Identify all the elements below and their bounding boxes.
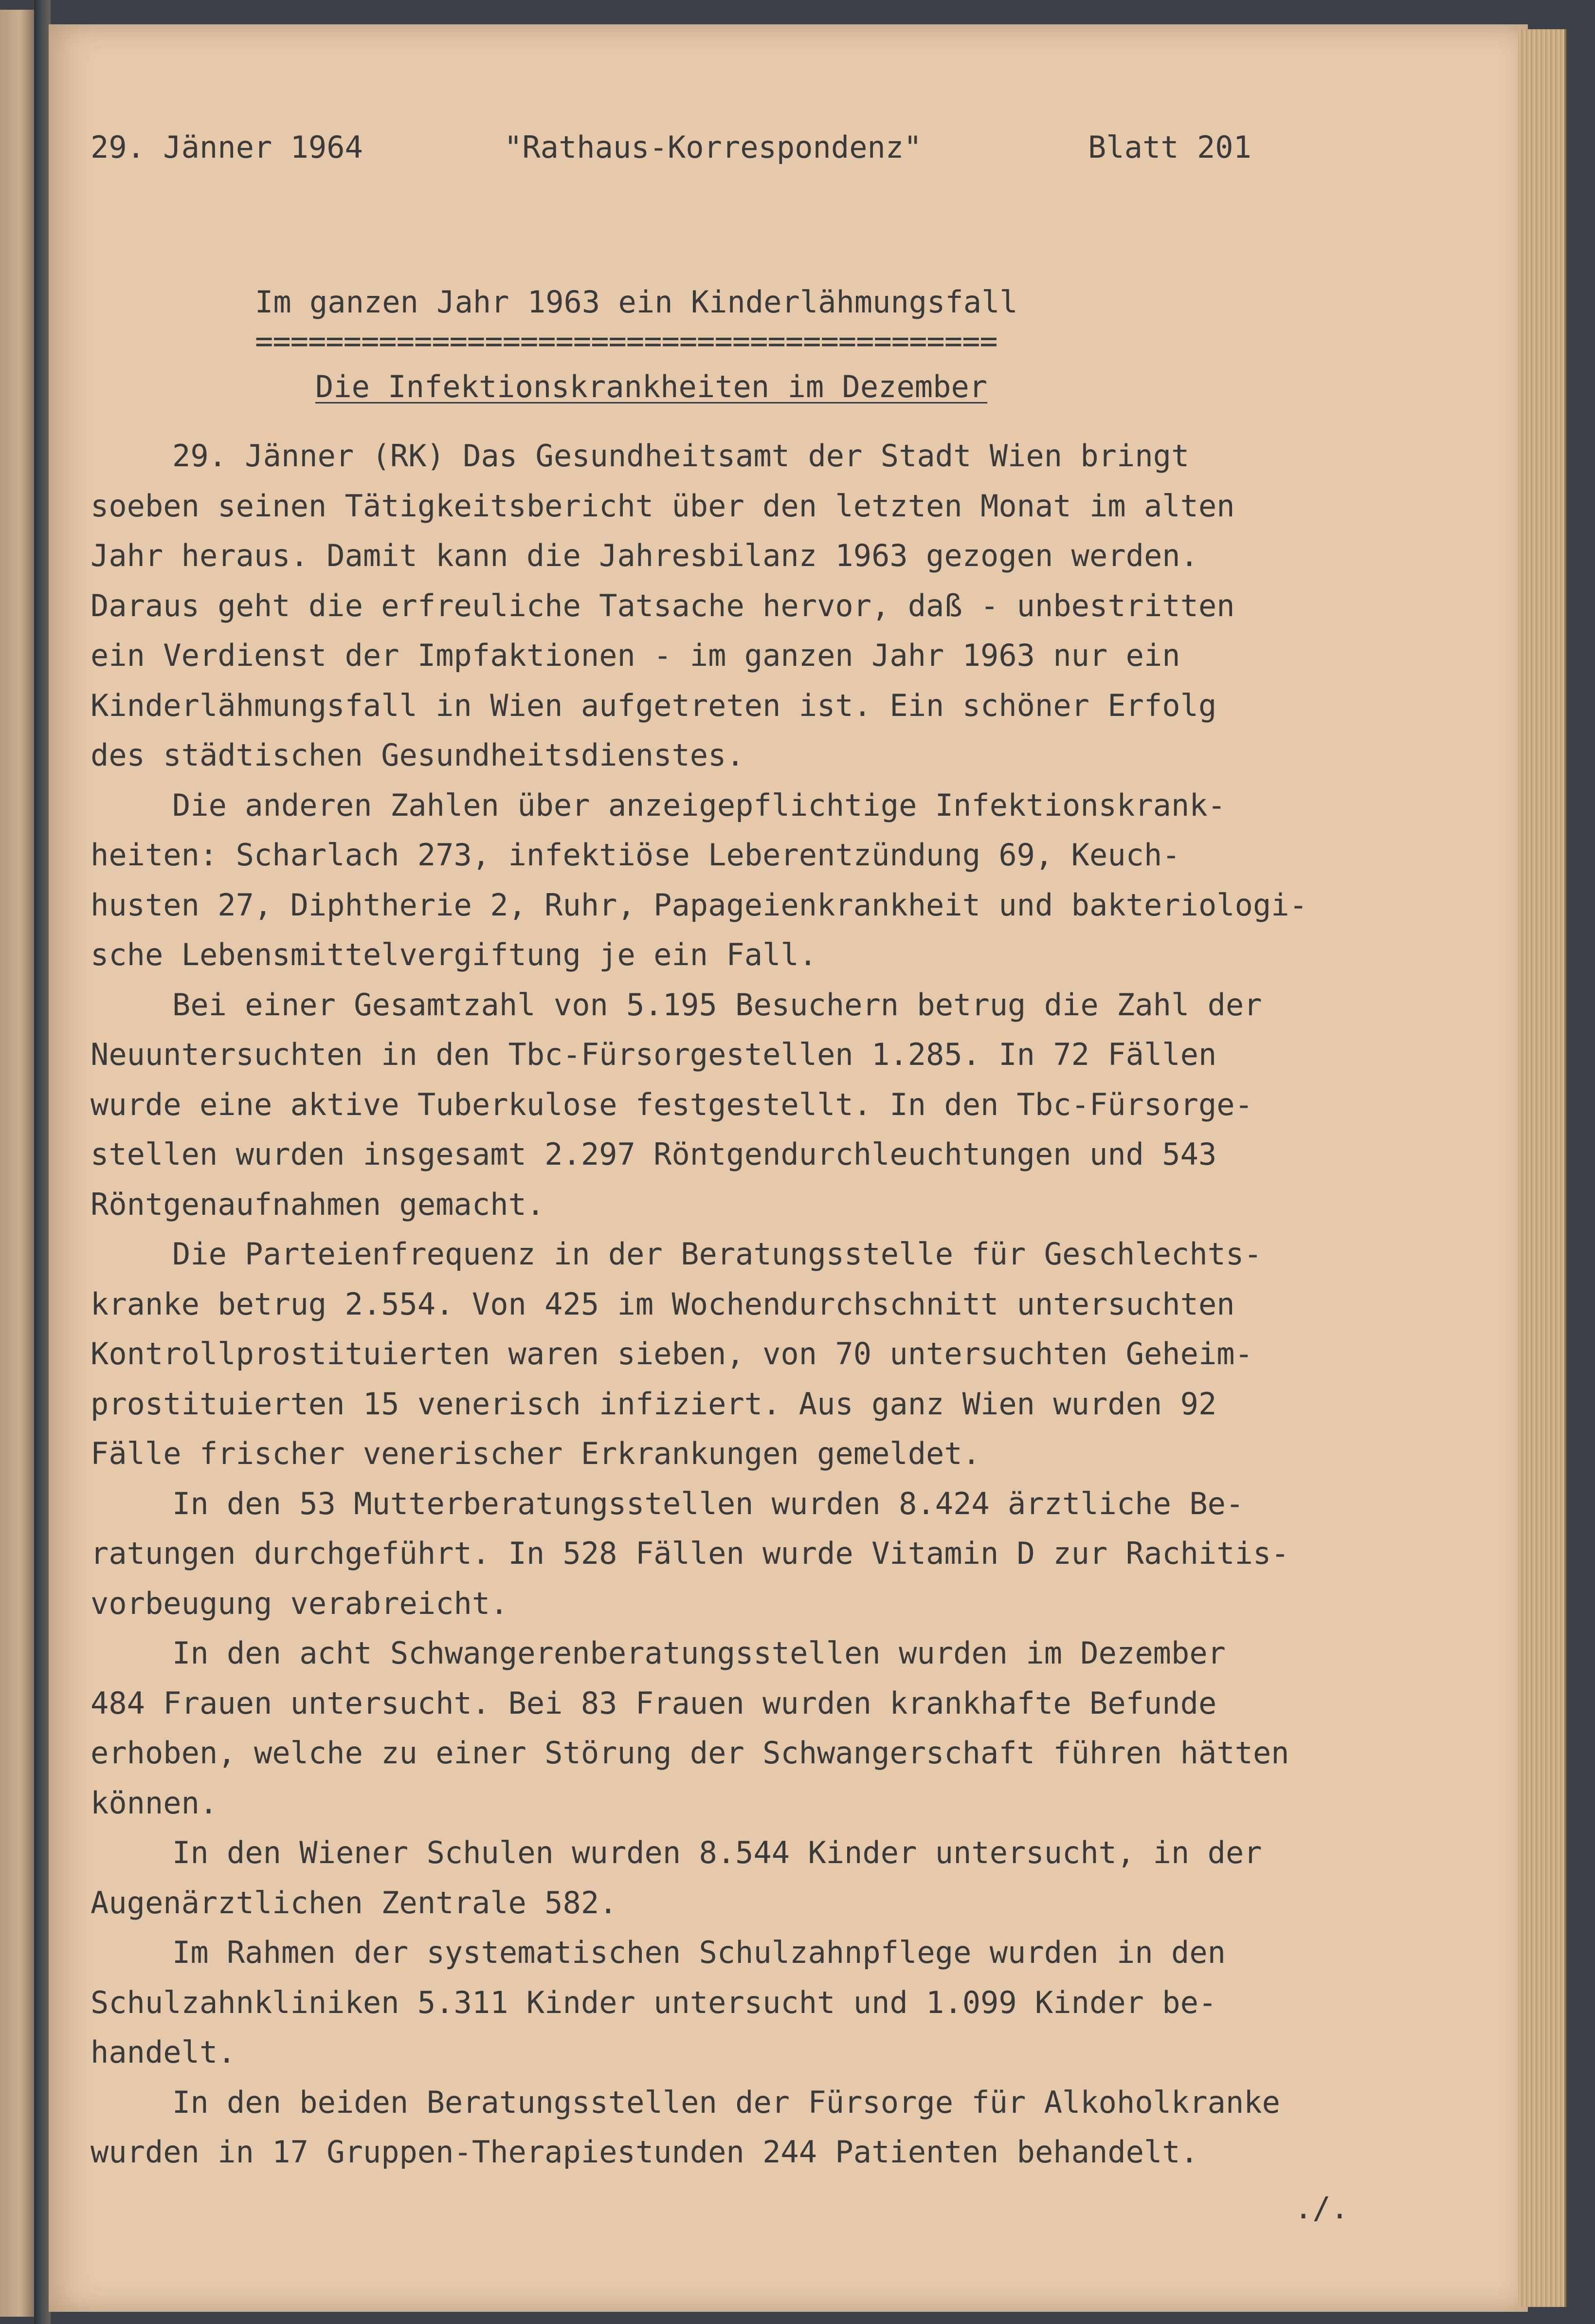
body-line: In den 53 Mutterberatungsstellen wurden 8.424 ärztliche Be-: [172, 1485, 1244, 1521]
body-line: soeben seinen Tätigkeitsbericht über den letzten Monat im alten: [91, 488, 1235, 524]
header-publication: "Rathaus-Korrespondenz": [504, 129, 922, 165]
body-line: Im Rahmen der systematischen Schulzahnpflege wurden in den: [172, 1935, 1226, 1970]
body-line: Bei einer Gesamtzahl von 5.195 Besuchern betrug die Zahl der: [172, 987, 1262, 1023]
body-line: wurde eine aktive Tuberkulose festgestellt. In den Tbc-Fürsorge-: [91, 1086, 1253, 1122]
body-line: Röntgenaufnahmen gemacht.: [91, 1186, 545, 1222]
page-stack-edges: [1518, 29, 1566, 2307]
body-line: Daraus geht die erfreuliche Tatsache hervor, daß - unbestritten: [91, 587, 1235, 623]
body-line: Neuuntersuchten in den Tbc-Fürsorgestellen 1.285. In 72 Fällen: [91, 1037, 1217, 1072]
body-line: prostituierten 15 venerisch infiziert. Aus ganz Wien wurden 92: [91, 1386, 1217, 1422]
body-line: heiten: Scharlach 273, infektiöse Leberentzündung 69, Keuch-: [91, 837, 1180, 873]
body-line: handelt.: [91, 2034, 236, 2070]
body-line: des städtischen Gesundheitsdienstes.: [91, 737, 744, 773]
body-line: husten 27, Diphtherie 2, Ruhr, Papageienkrankheit und bakteriologi-: [91, 887, 1307, 923]
header-sheet-number: Blatt 201: [1088, 129, 1251, 165]
body-line: Die Parteienfrequenz in der Beratungsstelle für Geschlechts-: [172, 1236, 1262, 1272]
article-body: [91, 431, 1404, 2178]
body-line: kranke betrug 2.554. Von 425 im Wochendurchschnitt untersuchten: [91, 1286, 1235, 1322]
body-line: In den Wiener Schulen wurden 8.544 Kinder untersucht, in der: [172, 1835, 1262, 1870]
body-line: ein Verdienst der Impfaktionen - im ganzen Jahr 1963 nur ein: [91, 638, 1180, 673]
facing-page-edge: [0, 10, 34, 2317]
headline-title: Im ganzen Jahr 1963 ein Kinderlähmungsfall: [255, 284, 1018, 320]
body-line: In den acht Schwangerenberatungsstellen wurden im Dezember: [172, 1635, 1226, 1671]
headline-rule: ==========================================: [255, 323, 997, 359]
body-line: Die anderen Zahlen über anzeigepflichtige Infektionskrank-: [172, 787, 1226, 823]
header-date: 29. Jänner 1964: [91, 129, 363, 165]
body-line: Kontrollprostituierten waren sieben, von 70 untersuchten Geheim-: [91, 1336, 1253, 1372]
headline-subtitle: Die Infektionskrankheiten im Dezember: [315, 369, 988, 404]
body-line: sche Lebensmittelvergiftung je ein Fall.: [91, 937, 817, 972]
body-line: Fälle frischer venerischer Erkrankungen gemeldet.: [91, 1436, 981, 1471]
body-line: wurden in 17 Gruppen-Therapiestunden 244 Patienten behandelt.: [91, 2134, 1198, 2170]
body-line: erhoben, welche zu einer Störung der Schwangerschaft führen hätten: [91, 1735, 1289, 1771]
body-line: Augenärztlichen Zentrale 582.: [91, 1885, 617, 1921]
body-line: 484 Frauen untersucht. Bei 83 Frauen wurden krankhafte Befunde: [91, 1685, 1217, 1721]
body-line: Schulzahnkliniken 5.311 Kinder untersucht und 1.099 Kinder be-: [91, 1984, 1217, 2020]
body-line: Jahr heraus. Damit kann die Jahresbilanz 1963 gezogen werden.: [91, 538, 1198, 573]
body-line: Kinderlähmungsfall in Wien aufgetreten ist. Ein schöner Erfolg: [91, 687, 1217, 723]
body-line: stellen wurden insgesamt 2.297 Röntgendurchleuchtungen und 543: [91, 1136, 1217, 1172]
continuation-mark: ./.: [1294, 2190, 1349, 2226]
book-gutter: [34, 0, 51, 2324]
body-line: vorbeugung verabreicht.: [91, 1585, 508, 1621]
body-line: In den beiden Beratungsstellen der Fürsorge für Alkoholkranke: [172, 2084, 1280, 2120]
body-line: 29. Jänner (RK) Das Gesundheitsamt der Stadt Wien bringt: [172, 438, 1190, 474]
body-line: können.: [91, 1785, 218, 1821]
body-line: ratungen durchgeführt. In 528 Fällen wurde Vitamin D zur Rachitis-: [91, 1536, 1289, 1571]
